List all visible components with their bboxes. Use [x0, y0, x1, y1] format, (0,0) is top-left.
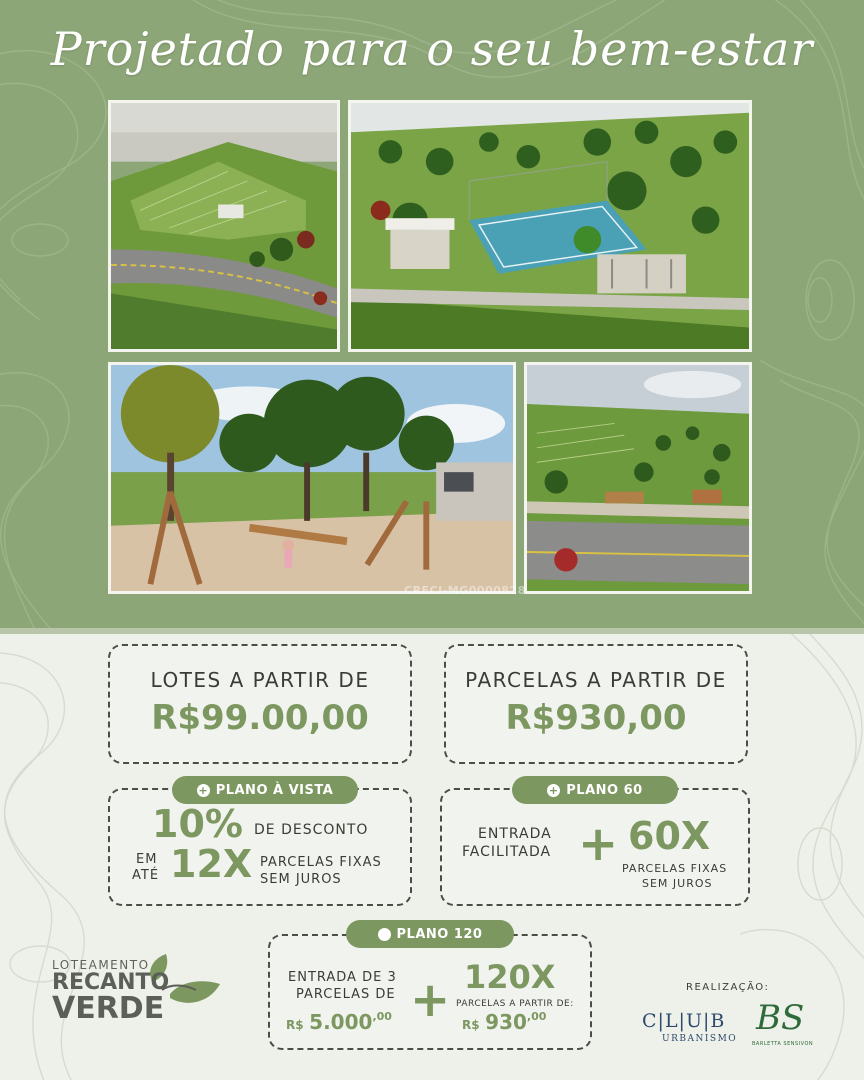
- plan-badge-vista: [172, 776, 358, 804]
- discount-text: DE DESCONTO: [254, 822, 369, 838]
- offer-title: LOTES A PARTIR DE: [150, 668, 370, 692]
- club-subtitle: URBANISMO: [662, 1034, 738, 1044]
- photo-aerial-lots: [108, 100, 340, 352]
- brand-line3: VERDE: [52, 991, 165, 1026]
- plus-icon: +: [548, 783, 559, 797]
- offer-box-parcelas: [444, 644, 748, 764]
- entrada-text-2: PARCELAS DE: [296, 987, 396, 1002]
- em-label: EM: [136, 852, 158, 867]
- creci-watermark: CRECI-MG0000828: [404, 584, 526, 597]
- plan-label: PLANO 120: [396, 926, 483, 942]
- plus-icon: +: [410, 972, 451, 1028]
- entrada-price: [286, 1010, 392, 1034]
- installments-text-1: PARCELAS FIXAS: [260, 855, 382, 870]
- parcela-price: [462, 1010, 546, 1034]
- price-cents: ,00: [372, 1010, 392, 1023]
- plus-icon: +: [578, 816, 619, 872]
- offer-value: R$99.00,00: [151, 698, 369, 738]
- brand-logo: [52, 958, 169, 1024]
- headline: Projetado para o seu bem-estar: [50, 22, 814, 76]
- installments-count: 60X: [628, 814, 711, 858]
- installments-count: 12X: [170, 842, 253, 886]
- installments-text: PARCELAS A PARTIR DE:: [456, 999, 574, 1009]
- price-value: 5.000: [309, 1010, 373, 1034]
- brand-line2: RECANTO: [52, 970, 170, 995]
- realizacao-label: REALIZAÇÃO:: [686, 982, 770, 993]
- bs-logo: BS: [756, 998, 805, 1038]
- installments-text-1: PARCELAS FIXAS: [622, 862, 728, 875]
- installments-text-2: SEM JUROS: [642, 877, 713, 890]
- bs-subtitle: BARLETTA SENSIVON: [752, 1041, 814, 1047]
- plan-label: PLANO 60: [566, 782, 643, 798]
- brand-line1: LOTEAMENTO: [52, 958, 150, 972]
- ate-label: ATÉ: [132, 868, 160, 883]
- price-value: 930: [485, 1010, 527, 1034]
- installments-count: 120X: [464, 958, 556, 996]
- entrada-text-1: ENTRADA DE 3: [288, 970, 397, 985]
- entrada-text-1: ENTRADA: [478, 826, 552, 842]
- plan-badge-60: [512, 776, 678, 804]
- price-cents: ,00: [526, 1010, 547, 1023]
- currency: R$: [286, 1018, 304, 1032]
- plan-badge-120: [346, 920, 514, 948]
- plan-label: PLANO À VISTA: [215, 782, 334, 798]
- club-logo: C|L|U|B: [642, 1010, 726, 1032]
- entrada-text-2: FACILITADA: [462, 844, 552, 860]
- dot-icon: [378, 928, 391, 941]
- currency: R$: [462, 1018, 480, 1032]
- offer-box-lotes: [108, 644, 412, 764]
- offer-title: PARCELAS A PARTIR DE: [465, 668, 727, 692]
- offer-value: R$930,00: [505, 698, 687, 738]
- discount-percent: 10%: [152, 802, 243, 846]
- photo-sports-court: [348, 100, 752, 352]
- photo-aerial-park: [524, 362, 752, 594]
- installments-text-2: SEM JUROS: [260, 872, 342, 887]
- plus-icon: +: [198, 783, 209, 797]
- photo-playground: [108, 362, 516, 594]
